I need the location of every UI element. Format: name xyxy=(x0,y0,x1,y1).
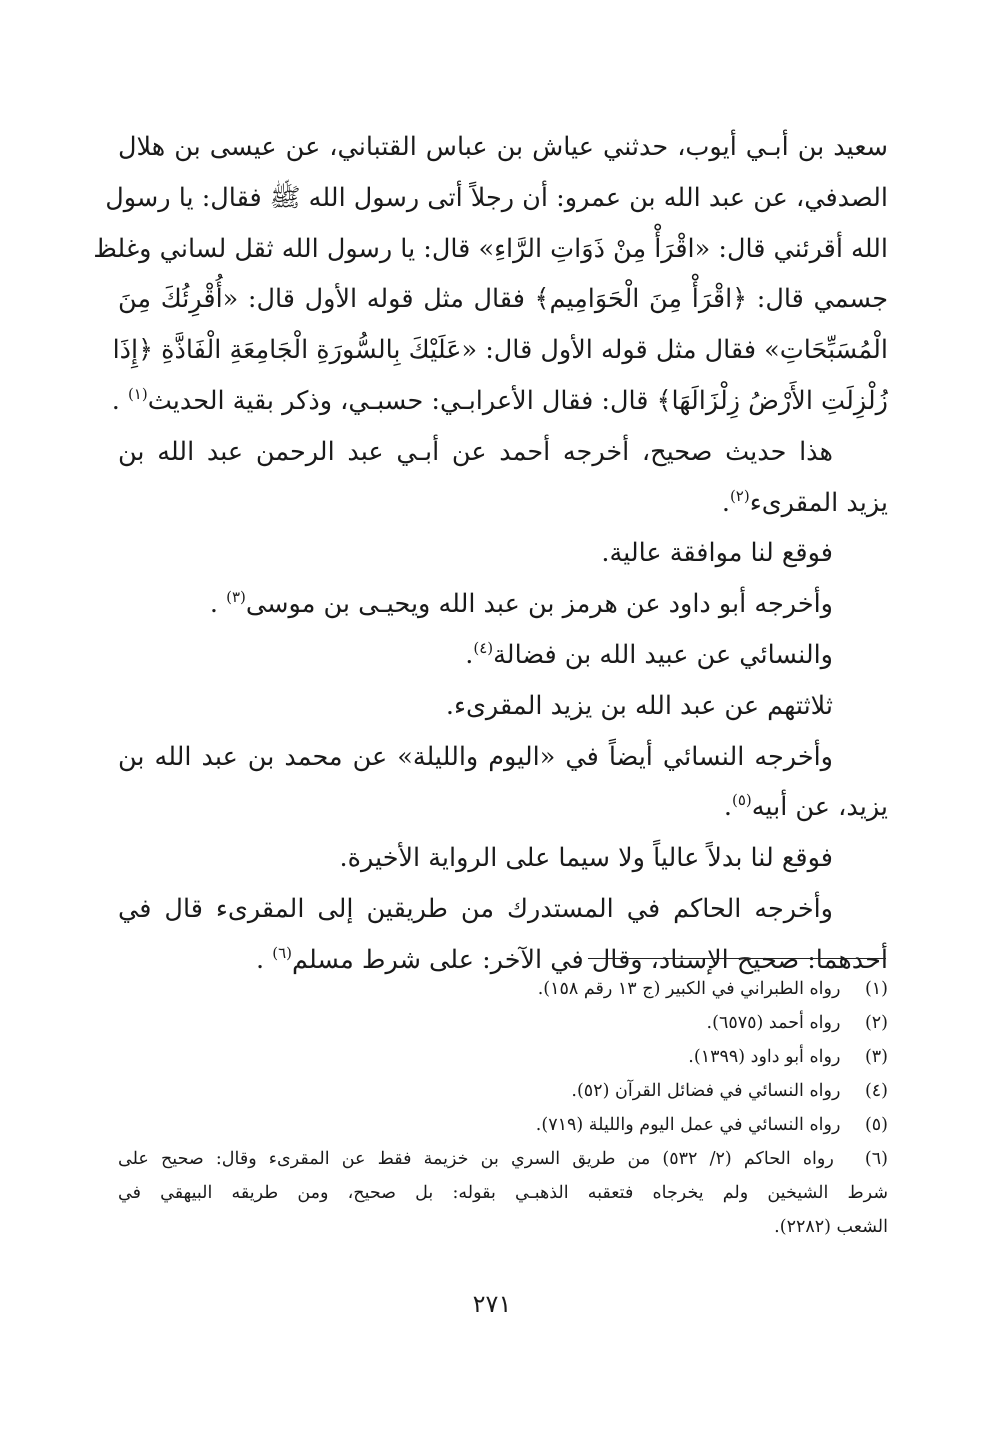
footnote-ref: (٥) xyxy=(731,791,752,810)
footnote-number: (٣) xyxy=(864,1047,888,1067)
footnote-text: رواه أحمد (٦٥٧٥). xyxy=(706,1013,841,1033)
line-text: يزيد، عن أبيه xyxy=(751,792,888,823)
text-line: جسمي قال: ﴿اقْرَأْ مِنَ الْحَوَامِيم﴾ فقال مثل قوله الأول قال: «أُقْرِئُكَ مِنَ xyxy=(118,284,888,315)
text-line: فوقع لنا موافقة عالية. xyxy=(601,538,833,569)
footnote-ref: (٤) xyxy=(473,638,494,657)
text-line: سعيد بن أبـي أيوب، حدثني عياش بن عباس القتباني، عن عيسى بن هلال xyxy=(118,132,888,162)
text-line xyxy=(118,478,888,529)
footnote-divider xyxy=(588,958,886,959)
text-line xyxy=(118,630,888,681)
text-line xyxy=(111,376,888,427)
line-text: وأخرجه أبو داود عن هرمز بن عبد الله ويحيـى بن موسى xyxy=(245,589,833,620)
text-line: هذا حديث صحيح، أخرجه أحمد عن أبـي عبد الرحمن عبد الله بن xyxy=(118,436,833,467)
footnote-number: (٦) xyxy=(864,1149,888,1169)
footnote-number: (١) xyxy=(864,979,888,999)
footnote-number: (٥) xyxy=(864,1115,888,1135)
footnote-number: (٢) xyxy=(864,1013,888,1033)
footnote xyxy=(118,1040,888,1074)
footnote-text: رواه النسائي في عمل اليوم والليلة (٧١٩). xyxy=(535,1115,841,1135)
text-line: الْمُسَبِّحَاتِ» فقال مثل قوله الأول قال: «عَلَيْكَ بِالسُّورَةِ الْجَامِعَةِ الْفَاذَّةِ ﴿إِذَا xyxy=(112,335,888,366)
footnote-ref: (١) xyxy=(127,384,148,403)
footnote-number: (٤) xyxy=(864,1081,888,1101)
text-line: ثلاثتهم عن عبد الله بن يزيد المقرىء. xyxy=(445,690,833,721)
text-line xyxy=(118,782,888,833)
footnote-ref: (٦) xyxy=(272,943,292,962)
text-line: فوقع لنا بدلاً عالياً ولا سيما على الرواية الأخيرة. xyxy=(339,843,833,874)
footnote-continuation: شرط الشيخين ولم يخرجاه فتعقبه الذهبـي بقوله: بل صحيح، ومن طريقه البيهقي في xyxy=(118,1183,888,1203)
footnote-text: رواه أبو داود (١٣٩٩). xyxy=(688,1047,841,1067)
footnote xyxy=(118,1108,888,1142)
footnotes xyxy=(118,972,888,1244)
line-end-period: . xyxy=(723,792,732,823)
footnote xyxy=(118,972,888,1006)
line-end-period: . xyxy=(209,589,219,620)
footnote-ref: (٢) xyxy=(729,486,750,505)
line-text: أحدهما: صحيح الإسناد، وقال في الآخر: على شرط مسلم xyxy=(292,944,888,975)
text-line: وأخرجه الحاكم في المستدرك من طريقين إلى المقرىء قال في xyxy=(118,893,833,924)
text-line: الله أقرئني قال: «اقْرَأْ مِنْ ذَوَاتِ الرَّاءِ» قال: يا رسول الله ثقل لساني وغلظ xyxy=(93,233,888,264)
line-end-period: . xyxy=(721,487,730,518)
line-end-period: . xyxy=(256,944,265,975)
main-text xyxy=(93,122,888,986)
line-end-period: . xyxy=(111,385,120,416)
footnote xyxy=(118,1074,888,1108)
footnote xyxy=(118,1142,888,1176)
page-number: ٢٧١ xyxy=(472,1290,512,1318)
footnote-continuation: الشعب (٢٢٨٢). xyxy=(774,1217,888,1237)
footnote-text: رواه الطبراني في الكبير (ج ١٣ رقم ١٥٨). xyxy=(537,979,841,999)
footnote xyxy=(118,1006,888,1040)
text-line: الصدفي، عن عبد الله بن عمرو: أن رجلاً أتى رسول الله ﷺ فقال: يا رسول xyxy=(105,182,888,213)
footnote-text: رواه الحاكم (٢/ ٥٣٢) من طريق السري بن خزيمة فقط عن المقرىء وقال: صحيح على xyxy=(118,1149,834,1169)
footnote-ref: (٣) xyxy=(226,588,246,607)
text-line: وأخرجه النسائي أيضاً في «اليوم والليلة» عن محمد بن عبد الله بن xyxy=(118,741,833,772)
line-text: زُلْزِلَتِ الأَرْضُ زِلْزَالَهَا﴾ قال: فقال الأعرابـي: حسبـي، وذكر بقية الحديث xyxy=(147,385,888,416)
line-end-period: . xyxy=(465,639,474,670)
line-text: والنسائي عن عبيد الله بن فضالة xyxy=(493,639,833,670)
line-text: يزيد المقرىء xyxy=(749,487,888,518)
text-line xyxy=(118,579,888,630)
footnote-text: رواه النسائي في فضائل القرآن (٥٢). xyxy=(571,1081,841,1101)
